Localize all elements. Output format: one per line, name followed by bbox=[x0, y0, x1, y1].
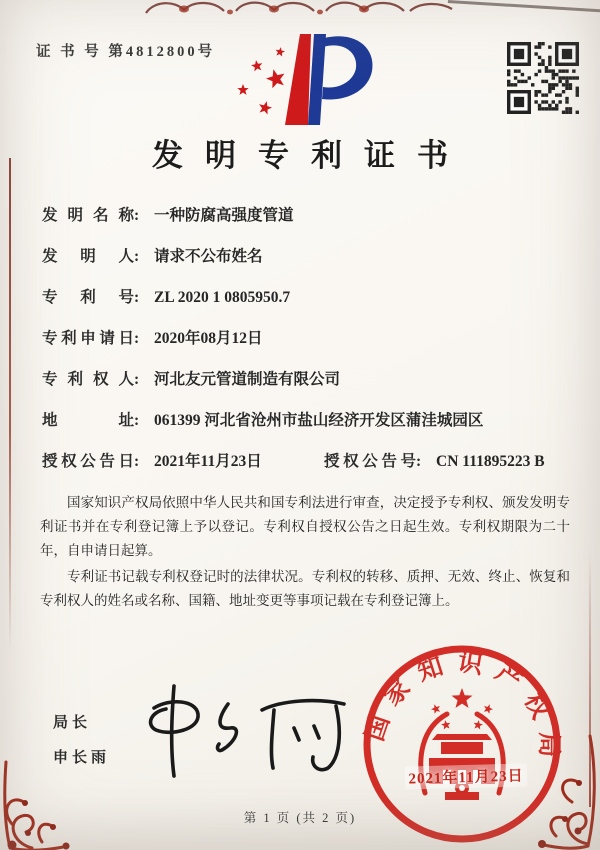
top-right-edge-line bbox=[448, 0, 600, 13]
field-label: 授权公告号 bbox=[324, 453, 416, 470]
field-value: 一种防腐高强度管道 bbox=[154, 207, 294, 224]
director-name: 申长雨 bbox=[53, 750, 111, 766]
field-label: 专利权人 bbox=[42, 371, 134, 388]
statement-paragraph: 国家知识产权局依照中华人民共和国专利法进行审查，决定授予专利权、颁发发明专利证书并在专利登记簿上予以登记。专利权自授权公告之日起生效。专利权期限为二十年，自申请日起算。 bbox=[40, 495, 570, 559]
cnipa-logo-icon bbox=[228, 28, 408, 130]
field-label: 发明人 bbox=[42, 248, 134, 265]
field-row-patentee bbox=[42, 370, 572, 390]
field-value: 请求不公布姓名 bbox=[154, 248, 263, 265]
handwritten-signature-icon bbox=[122, 678, 360, 786]
field-row-invention-name bbox=[42, 206, 572, 226]
field-label: 授权公告日 bbox=[42, 453, 134, 470]
field-value: ZL 2020 1 0805950.7 bbox=[154, 289, 291, 306]
field-colon: : bbox=[134, 412, 140, 429]
page-footer: 第 1 页 (共 2 页) bbox=[243, 811, 357, 825]
field-colon: : bbox=[134, 207, 140, 224]
top-border-ornament-icon bbox=[140, 0, 470, 19]
field-value: CN 111895223 B bbox=[436, 453, 545, 470]
field-grant-number bbox=[324, 452, 545, 472]
certificate-title: 发明专利证书 bbox=[152, 138, 470, 173]
field-list bbox=[42, 206, 572, 493]
legal-statement bbox=[40, 491, 570, 615]
statement-paragraph: 专利证书记载专利权登记时的法律状况。专利权的转移、质押、无效、终止、恢复和专利权人的姓名或名称、国籍、地址变更等事项记载在专利登记簿上。 bbox=[40, 569, 570, 609]
field-value: 2021年11月23日 bbox=[154, 453, 262, 470]
director-title: 局长 bbox=[53, 715, 92, 731]
seal-date: 2021年11月23日 bbox=[366, 762, 567, 790]
field-row-grant bbox=[42, 452, 572, 472]
field-colon: : bbox=[134, 330, 140, 347]
field-row-filing-date bbox=[42, 329, 572, 349]
director-block bbox=[53, 706, 110, 776]
field-colon: : bbox=[416, 453, 422, 470]
qr-code-icon bbox=[507, 42, 579, 114]
field-colon: : bbox=[134, 453, 140, 470]
field-colon: : bbox=[134, 289, 140, 306]
field-row-address bbox=[42, 411, 572, 431]
seal-text: 国家知识产权局 bbox=[361, 648, 563, 770]
field-row-inventor bbox=[42, 247, 572, 267]
field-value: 河北友元管道制造有限公司 bbox=[154, 371, 341, 388]
field-colon: : bbox=[134, 371, 140, 388]
field-label: 专利号 bbox=[42, 289, 134, 306]
field-row-patent-number bbox=[42, 288, 572, 308]
field-colon: : bbox=[134, 248, 140, 265]
field-label: 发明名称 bbox=[42, 207, 134, 224]
field-label: 专利申请日 bbox=[42, 330, 134, 347]
certificate-number: 证 书 号 第4812800号 bbox=[36, 44, 216, 60]
field-value: 061399 河北省沧州市盐山经济开发区蒲洼城园区 bbox=[154, 412, 484, 429]
field-value: 2020年08月12日 bbox=[154, 330, 263, 347]
left-border-line bbox=[9, 158, 11, 650]
field-grant-date bbox=[42, 452, 324, 472]
field-label: 地址 bbox=[42, 412, 134, 429]
